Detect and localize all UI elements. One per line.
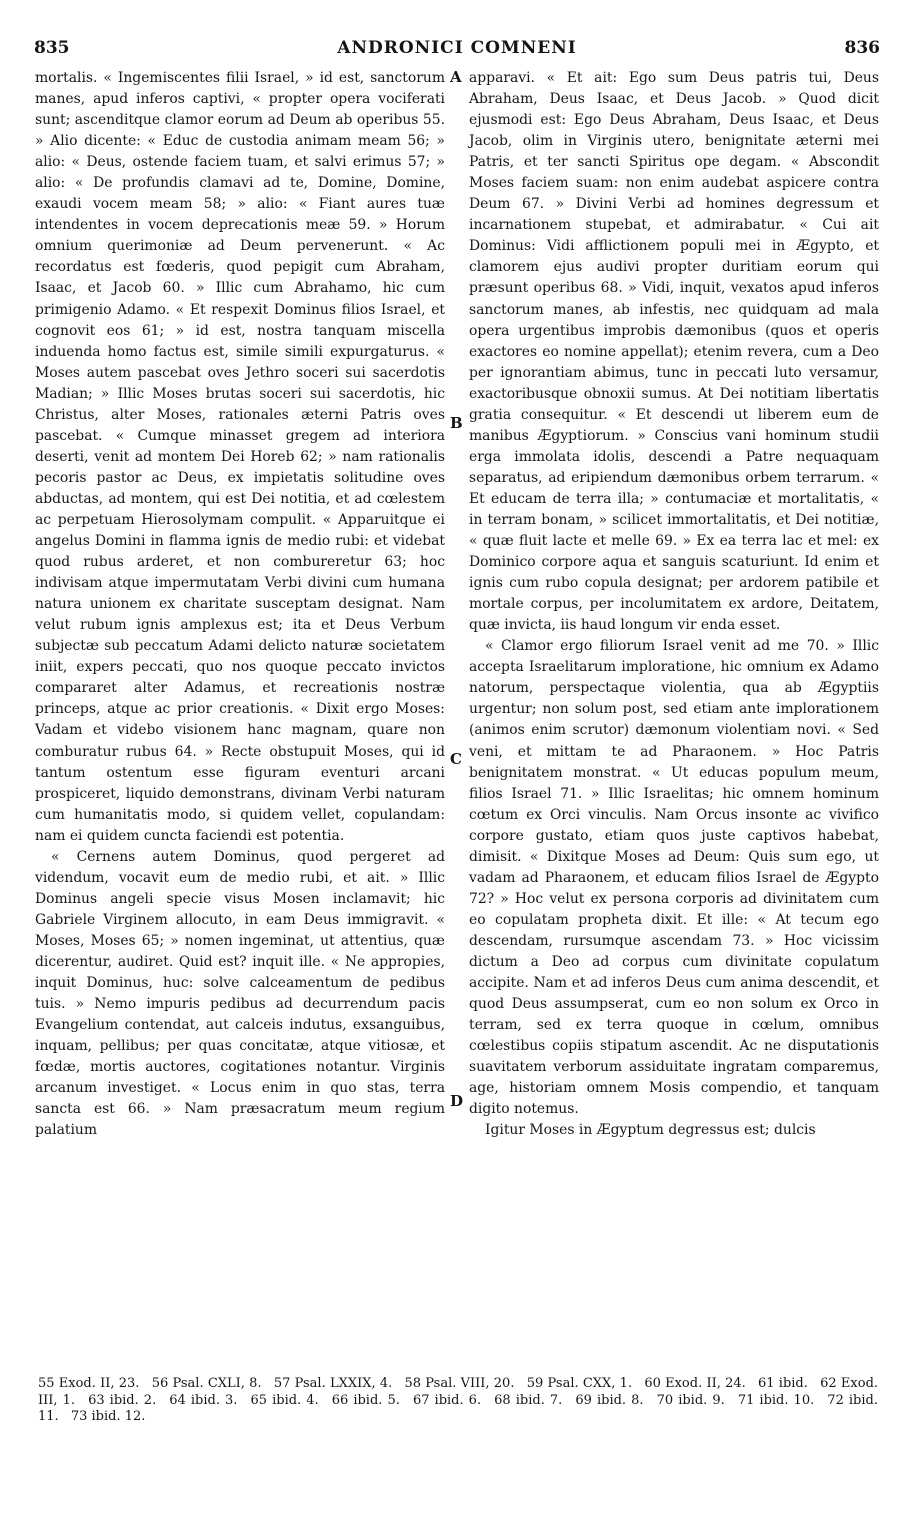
footnote: 71 ibid. 10.	[737, 1392, 815, 1408]
footnote: 64 ibid. 3.	[169, 1392, 238, 1408]
right-paragraph-3: Igitur Moses in Ægyptum degressus est; dulcis	[485, 1122, 816, 1139]
footnote: 57 Psal. LXXIX, 4.	[273, 1376, 393, 1391]
left-paragraph-1: mortalis. « Ingemiscentes filii Israel, » id est, sanctorum manes, apud inferos captivi, « propter opera vociferati sunt; ascenditque clamor eorum ad Deum ab operibus 55. » Alio dicente: « Educ de custodia animam meam 56; » alio: « Deus, ostende faciem tuam, et salvi erimus 57; » alio: « De profundis clamavi ad te, Domine, Domine, exaudi vocem meam 58; » alio: « Fiant aures tuæ intendentes in vocem deprecationis meæ 59. » Horum omnium querimoniæ ad Deum pervenerunt. « Ac recordatus est fœderis, quod pepigit cum Abraham, Isaac, et Jacob 60. » Illic cum Abrahamo, hic cum primigenio Adamo. « Et respexit Dominus filios Israel, et cognovit eos 61; » id est, nostra tanquam miscella induenda homo factus est, simile simili expurgaturus. « Moses autem pascebat oves Jethro soceri sui sacerdotis Madian; » Illic Moses brutas soceri sui sacerdotis, hic Christus, alter Moses, rationales æterni Patris oves pascebat. « Cumque minasset gregem ad interiora deserti, venit ad montem Dei Horeb 62; » nam rationalis pecoris pastor ac Deus, ex impietatis solitudine oves abductas, ad montem, qui est Dei notitia, et ad cœlestem ac perpetuam Hierosolymam compulit. « Apparuitque ei angelus Domini in flamma ignis de medio rubi: et videbat quod rubus arderet, et non combureretur 63; hoc indivisam atque impermutatam Verbi divini cum humana natura unionem ex charitate susceptam designat. Nam velut rubum ignis amplexus est; ita et Deus Verbum subjectæ sub peccatum Adami delicto naturæ societatem iniit, expers peccati, quo nos quoque peccato invictos compararet alter Adamus, et recreationis nostræ princeps, atque ac prior creationis. « Dixit ergo Moses: Vadam et videbo visionem hanc magnam, quare non comburatur rubus 64. » Recte obstupuit Moses, qui id tantum ostentum esse figuram eventuri arcani prospiceret, liquido demonstrans, divinam Verbi naturam cum humanitatis modo, si quidem vellet, copulandam: nam ei quidem cuncta faciendi est potentia.	[35, 70, 445, 844]
running-title: ANDRONICI COMNENI	[337, 38, 577, 58]
footnote: 55 Exod. II, 23.	[38, 1376, 140, 1391]
footnotes	[38, 1376, 878, 1426]
footnote: 60 Exod. II, 24.	[644, 1376, 746, 1391]
footnote: 72 ibid. 11.	[38, 1392, 878, 1424]
footnote: 56 Psal. CXLI, 8.	[151, 1376, 262, 1391]
footnote: 65 ibid. 4.	[250, 1392, 319, 1408]
right-paragraph-2: « Clamor ergo filiorum Israel venit ad me 70. » Illic accepta Israelitarum imploratione, hic omnium ex Adamo natorum, perspectaque violentia, qua ab Ægyptiis urgentur; non solum post, sed etiam ante implorationem (animos enim scrutor) dæmonum violentiam novi. « Sed veni, et mittam te ad Pharaonem. » Hoc Patris benignitatem monstrat. « Ut educas populum meum, filios Israel 71. » Illic Israelitas; hic omnem hominum cœtum ex Orci vinculis. Nam Orcus insonte ac vivifico corpore gustato, etiam quos juste captivos habebat, dimisit. « Dixitque Moses ad Deum: Quis sum ego, ut vadam ad Pharaonem, et educam filios Israel de Ægypto 72? » Hoc velut ex persona corporis ad divinitatem cum eo copulatam propheta dixit. Et ille: « At tecum ego descendam, rursumque ascendam 73. » Hoc vicissim dictum a Deo ad corpus cum divinitate copulatum accipite. Nam et ad inferos Deus cum anima descendit, et quod Deus assumpserat, cum eo non solum ex Orco in terram, sed ex terra quoque in cœlum, omnibus cœlestibus copiis stipatum ascendit. Ac ne disputationis suavitatem verborum assiduitate ingratam comparemus, age, historiam omnem Mosis compendio, et tanquam digito notemus.	[469, 638, 879, 1118]
footnote: 58 Psal. VIII, 20.	[404, 1376, 515, 1391]
left-column	[35, 68, 445, 1141]
footnote: 63 ibid. 2.	[88, 1392, 157, 1408]
footnote: 59 Psal. CXX, 1.	[526, 1376, 633, 1391]
margin-marker-b: B	[450, 414, 463, 432]
footnote: 69 ibid. 8.	[575, 1392, 644, 1408]
margin-marker-c: C	[450, 750, 462, 768]
footnote: 73 ibid. 12.	[70, 1409, 146, 1424]
page-header	[34, 38, 880, 62]
footnote: 66 ibid. 5.	[331, 1392, 400, 1408]
right-column	[469, 68, 879, 1141]
footnote: 67 ibid. 6.	[412, 1392, 482, 1408]
footnote: 62 Exod. III, 1.	[38, 1376, 879, 1408]
margin-marker-a: A	[450, 68, 462, 86]
footnote: 68 ibid. 7.	[494, 1392, 563, 1408]
right-paragraph-1: apparavi. « Et ait: Ego sum Deus patris tui, Deus Abraham, Deus Isaac, et Deus Jacob. » Quod dicit ejusmodi est: Ego Deus Abraham, Deus Isaac, et Deus Jacob, olim in Virginis utero, benignitate æterni mei Patris, et ter sancti Spiritus ope degam. « Abscondit Moses faciem suam: non enim audebat aspicere contra Deum 67. » Divini Verbi ad homines degressum et incarnationem stupebat, et admirabatur. « Cui ait Dominus: Vidi afflictionem populi mei in Ægypto, et clamorem ejus audivi propter duritiam eorum qui præsunt operibus 68. » Vidi, inquit, vexatos apud inferos sanctorum manes, ab infestis, nec quidquam ad mala opera urgentibus improbis dæmonibus (quos et operis exactores eo nomine appellat); etenim revera, cum a Deo per ignorantiam abimus, tunc in peccati luto versamur, exactoribusque obnoxii sumus. At Dei notitiam libertatis gratia consequitur. « Et descendi ut liberem eum de manibus Ægyptiorum. » Conscius vani hominum studii erga immolata idolis, descendi a Patre nequaquam separatus, ad eripiendum dæmonibus orbem terrarum. « Et educam de terra illa; » contumaciæ et mortalitatis, « in terram bonam, » scilicet immortalitatis, et Dei notitiæ, « quæ fluit lacte et melle 69. » Ex ea terra lac et mel: ex Dominico corpore aqua et sanguis scaturiunt. Id enim et ignis cum rubo copula designat; per ardorem patibile et mortale corpus, per incolumitatem ex ardore, Deitatem, quæ invicta, iis haud longum vir enda esset.	[469, 70, 879, 634]
page-number-left: 835	[34, 38, 70, 58]
footnote: 61 ibid.	[758, 1376, 808, 1391]
footnote: 70 ibid. 9.	[656, 1392, 725, 1408]
margin-marker-d: D	[450, 1092, 464, 1110]
left-paragraph-2: « Cernens autem Dominus, quod pergeret ad videndum, vocavit eum de medio rubi, et ait. » Illic Dominus angeli specie visus Mosen inclamavit; hic Gabriele Virginem allocuto, in eam Deus immigravit. « Moses, Moses 65; » nomen ingeminat, ut attentius, quæ dicerentur, audiret. Quid est? inquit ille. « Ne appropies, inquit Dominus, huc: solve calceamentum de pedibus tuis. » Nemo impuris pedibus ad decurrendum pacis Evangelium contendat, aut calceis indutus, exsanguibus, inquam, pellibus; per quas concitatæ, atque vitiosæ, et fœdæ, mortis auctores, cogitationes notantur. Virginis arcanum investiget. « Locus enim in quo stas, terra sancta est 66. » Nam præsacratum meum regium palatium	[35, 848, 445, 1139]
page-number-right: 836	[844, 38, 880, 58]
